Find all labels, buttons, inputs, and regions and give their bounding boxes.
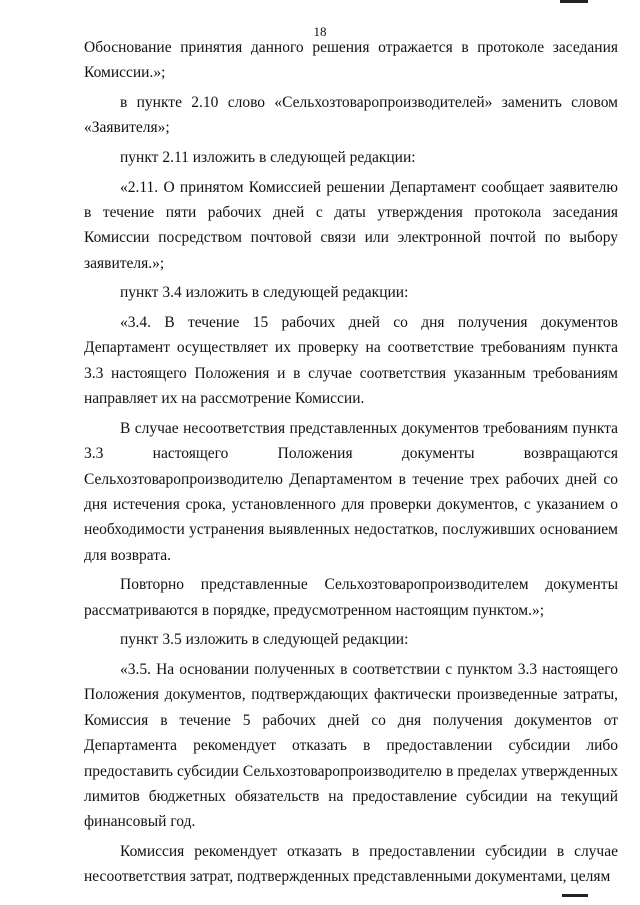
- paragraph-10: «3.5. На основании полученных в соответствии с пунктом 3.3 настоящего Положения документов, подтверждающих фактически произведенные затраты, Комиссия в течение 5 рабочих дней со дня получения документов от Департамента рекомендует отказать в предоставлении субсидии либо предоставить субсидии Сельхозтоваропроизводителю в пределах утвержденных лимитов бюджетных обязательств на предоставление субсидии на текущий финансовый год.: [84, 661, 618, 831]
- page-number: 18: [313, 24, 327, 39]
- paragraph-6: «3.4. В течение 15 рабочих дней со дня получения документов Департамент осуществляет их проверку на соответствие требованиям пункта 3.3 настоящего Положения и в случае соответствия указанным требованиям направляет их на рассмотрение Комиссии.: [84, 314, 618, 408]
- scan-mark-bottom: [562, 894, 588, 897]
- paragraph-3: пункт 2.11 изложить в следующей редакции:: [120, 149, 416, 166]
- paragraph-5: пункт 3.4 изложить в следующей редакции:: [120, 284, 409, 302]
- paragraph-11: Комиссия рекомендует отказать в предоставлении субсидии в случае несоответствия затрат, подтвержденных представленными документами, целям: [84, 843, 618, 886]
- paragraph-2: в пункте 2.10 слово «Сельхозтоваропроизводителей» заменить словом «Заявителя»;: [84, 94, 618, 137]
- paragraph-9: пункт 3.5 изложить в следующей редакции:: [120, 631, 409, 649]
- paragraph-7: В случае несоответствия представленных документов требованиям пункта 3.3 настоящего Положения документы возвращаются Сельхозтоваропроизводителю Департаментом в течение трех рабочих дней со дня истечения срока, установленного для проверки документов, с указанием о необходимости устранения выявленных недостатков, послуживших основанием для возврата.: [84, 419, 618, 564]
- paragraph-4: «2.11. О принятом Комиссией решении Департамент сообщает заявителю в течение пяти рабочих дней с даты утверждения протокола заседания Комиссии посредством почтовой связи или электронной почтой по выбору заявителя.»;: [84, 178, 618, 272]
- scan-mark-top: [560, 0, 588, 3]
- document-body: [84, 35, 618, 894]
- paragraph-1: Обоснование принятия данного решения отражается в протоколе заседания Комиссии.»;: [84, 39, 618, 82]
- paragraph-8: Повторно представленные Сельхозтоваропроизводителем документы рассматриваются в порядке, предусмотренном настоящим пунктом.»;: [84, 576, 618, 619]
